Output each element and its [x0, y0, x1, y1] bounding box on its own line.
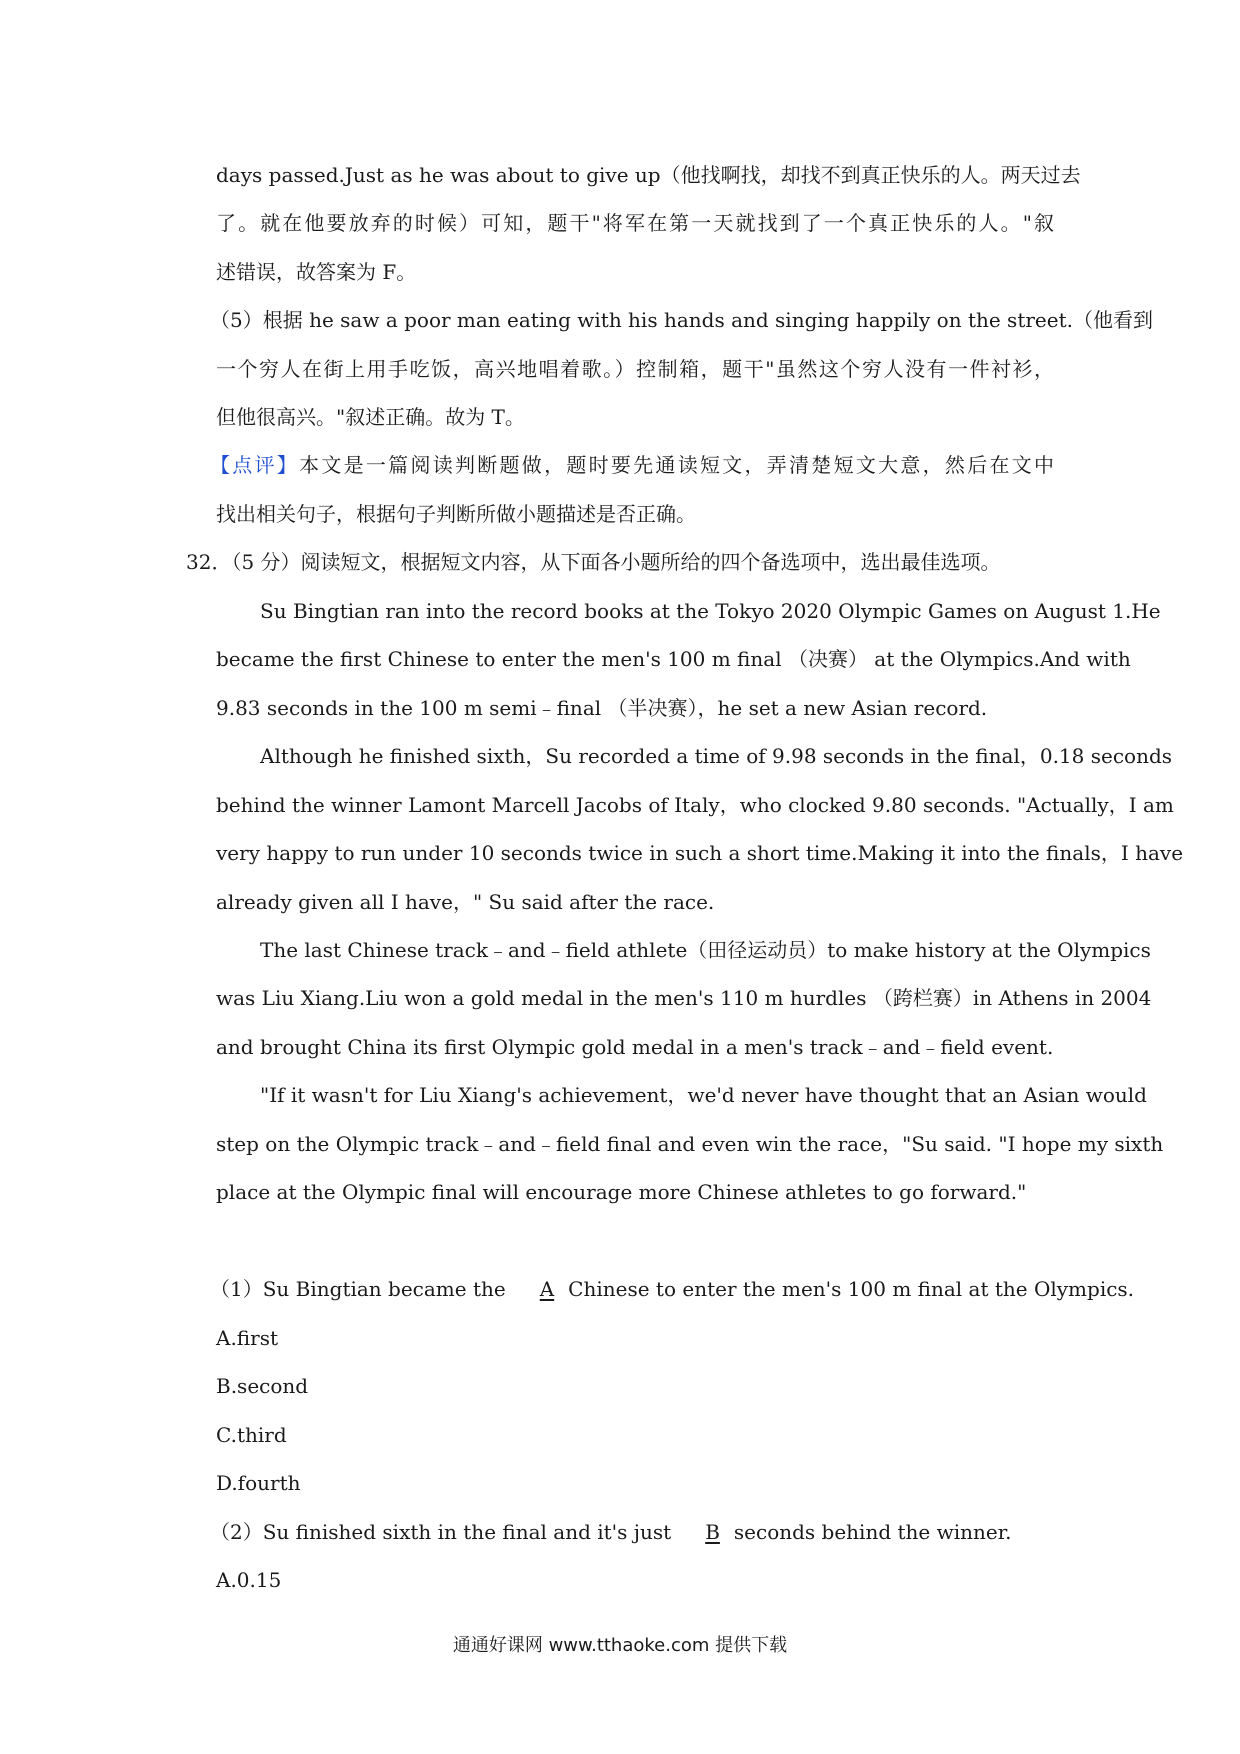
option-a: A.first	[216, 1326, 279, 1350]
passage-line: Although he finished sixth，Su recorded a time of 9.98 seconds in the final，0.18 seconds	[260, 744, 1173, 768]
passage-line: place at the Olympic final will encourage more Chinese athletes to go forward."	[216, 1180, 1027, 1204]
passage-line: The last Chinese track﹣and﹣field athlete（田径运动员）to make history at the Olympics	[260, 938, 1151, 962]
question-header: 32．（5 分）阅读短文，根据短文内容，从下面各小题所给的四个备选项中，选出最佳选项。	[186, 550, 1001, 574]
option-b: B.second	[216, 1374, 309, 1398]
option-d: D.fourth	[216, 1471, 301, 1495]
page-footer: 通通好课网 www.tthaoke.com 提供下载	[452, 1635, 788, 1656]
sub-question-2	[210, 1519, 1011, 1545]
passage-line: became the first Chinese to enter the men's 100 m final （决赛） at the Olympics.And with	[216, 647, 1131, 671]
analysis-line: 了。就在他要放弃的时候）可知，题干"将军在第一天就找到了一个真正快乐的人。"叙	[216, 211, 1054, 235]
q1-answer: A	[539, 1277, 555, 1301]
passage-line: already given all I have，" Su said after the race.	[216, 890, 715, 914]
analysis-line: days passed.Just as he was about to give up（他找啊找，却找不到真正快乐的人。两天过去	[216, 163, 1081, 187]
q2-stem-start: （2）Su finished sixth in the final and it's just	[210, 1520, 672, 1544]
passage-line: step on the Olympic track﹣and﹣field final and even win the race，"Su said. "I hope my sixth	[216, 1132, 1164, 1156]
analysis-line: 但他很高兴。"叙述正确。故为 T。	[216, 405, 525, 429]
option-c: C.third	[216, 1423, 287, 1447]
option-a: A.0.15	[216, 1568, 282, 1592]
passage-line: behind the winner Lamont Marcell Jacobs of Italy，who clocked 9.80 seconds. "Actually，I am	[216, 793, 1174, 817]
passage-line: "If it wasn't for Liu Xiang's achievement，we'd never have thought that an Asian would	[260, 1083, 1147, 1107]
comment-line: 找出相关句子，根据句子判断所做小题描述是否正确。	[216, 502, 696, 526]
comment-line	[210, 452, 1054, 478]
comment-text: 本文是一篇阅读判断题做，题时要先通读短文，弄清楚短文大意，然后在文中	[299, 453, 1055, 477]
comment-label: 【点评】	[210, 453, 300, 477]
passage-line: and brought China its first Olympic gold medal in a men's track﹣and﹣field event.	[216, 1035, 1054, 1059]
q2-stem-end: seconds behind the winner.	[733, 1520, 1012, 1544]
passage-line: very happy to run under 10 seconds twice in such a short time.Making it into the finals，I have	[216, 841, 1184, 865]
analysis-line: （5）根据 he saw a poor man eating with his hands and singing happily on the street.（他看到	[210, 308, 1153, 332]
q1-stem-end: Chinese to enter the men's 100 m final at the Olympics.	[568, 1277, 1135, 1301]
analysis-line: 述错误，故答案为 F。	[216, 260, 417, 284]
passage-line: Su Bingtian ran into the record books at the Tokyo 2020 Olympic Games on August 1.He	[260, 599, 1161, 623]
analysis-line: 一个穷人在街上用手吃饭，高兴地唱着歌。）控制箱，题干"虽然这个穷人没有一件衬衫，	[216, 357, 1054, 381]
q1-stem-start: （1）Su Bingtian became the	[210, 1277, 506, 1301]
q2-answer: B	[705, 1520, 720, 1544]
passage-line: was Liu Xiang.Liu won a gold medal in the men's 110 m hurdles （跨栏赛）in Athens in 2004	[216, 986, 1152, 1010]
passage-line: 9.83 seconds in the 100 m semi﹣final （半决赛），he set a new Asian record.	[216, 696, 988, 720]
sub-question-1	[210, 1276, 1134, 1302]
